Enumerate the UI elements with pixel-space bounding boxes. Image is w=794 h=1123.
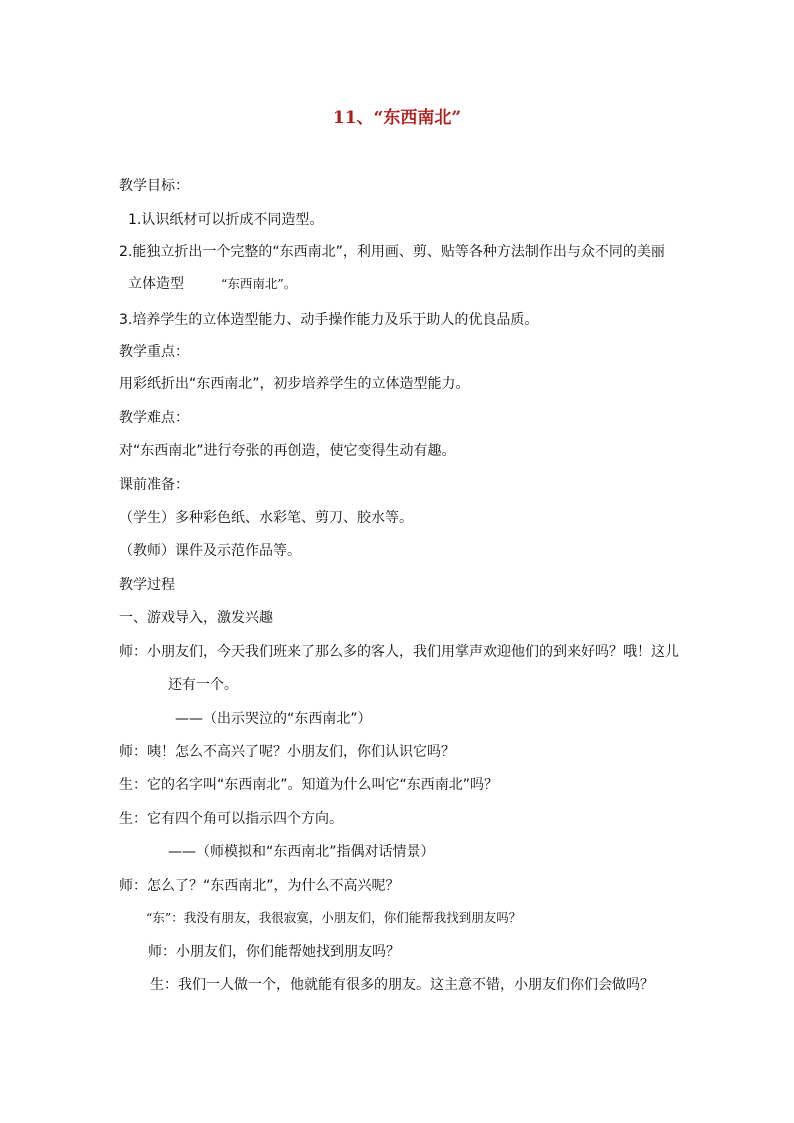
dialogue-teacher-3: 师：怎么了？“东西南北”，为什么不高兴呢？ [119, 878, 400, 894]
heading-teaching-goals: 教学目标： [119, 178, 189, 194]
heading-process: 教学过程 [119, 577, 175, 593]
dialogue-east: “东”：我没有朋友，我很寂寞，小朋友们，你们能帮我找到朋友吗？ [146, 910, 522, 925]
stage-direction-1: ——（出示哭泣的“东西南北”） [175, 711, 372, 727]
goal-2-continued: 立体造型 [128, 276, 184, 292]
difficulty-text: 对“东西南北”进行夸张的再创造，使它变得生动有趣。 [119, 443, 456, 459]
stage-direction-2: ——（师模拟和“东西南北”指偶对话情景） [168, 844, 435, 860]
preparation-students: （学生）多种彩色纸、水彩笔、剪刀、胶水等。 [119, 510, 413, 526]
document-title: 11、“东西南北” [332, 108, 462, 128]
dialogue-student-2: 生：它有四个角可以指示四个方向。 [119, 811, 343, 827]
goal-3: 3.培养学生的立体造型能力、动手操作能力及乐于助人的优良品质。 [119, 312, 539, 328]
heading-preparation: 课前准备： [119, 477, 189, 493]
heading-difficulty: 教学难点： [119, 410, 189, 426]
goal-1: 1.认识纸材可以折成不同造型。 [128, 212, 324, 228]
dialogue-teacher-2: 师：咦！怎么不高兴了呢？小朋友们，你们认识它吗？ [119, 744, 455, 760]
dialogue-student-3: 生：我们一人做一个，他就能有很多的朋友。这主意不错，小朋友们你们会做吗？ [150, 977, 654, 993]
dialogue-teacher-1: 师：小朋友们，今天我们班来了那么多的客人，我们用掌声欢迎他们的到来好吗？哦！这儿 [119, 644, 679, 660]
goal-2-continued-term: “东西南北”。 [221, 276, 297, 291]
dialogue-teacher-4: 师：小朋友们，你们能帮她找到朋友吗？ [148, 944, 400, 960]
key-point-text: 用彩纸折出“东西南北”，初步培养学生的立体造型能力。 [119, 376, 470, 392]
heading-key-points: 教学重点： [119, 344, 189, 360]
dialogue-student-1: 生：它的名字叫“东西南北”。知道为什么叫它“东西南北”吗？ [119, 777, 499, 793]
section-1-heading: 一、游戏导入，激发兴趣 [119, 610, 273, 626]
dialogue-teacher-1-continued: 还有一个。 [168, 677, 238, 693]
preparation-teacher: （教师）课件及示范作品等。 [119, 543, 301, 559]
goal-2: 2.能独立折出一个完整的“东西南北”，利用画、剪、贴等各种方法制作出与众不同的美丽 [119, 244, 665, 260]
